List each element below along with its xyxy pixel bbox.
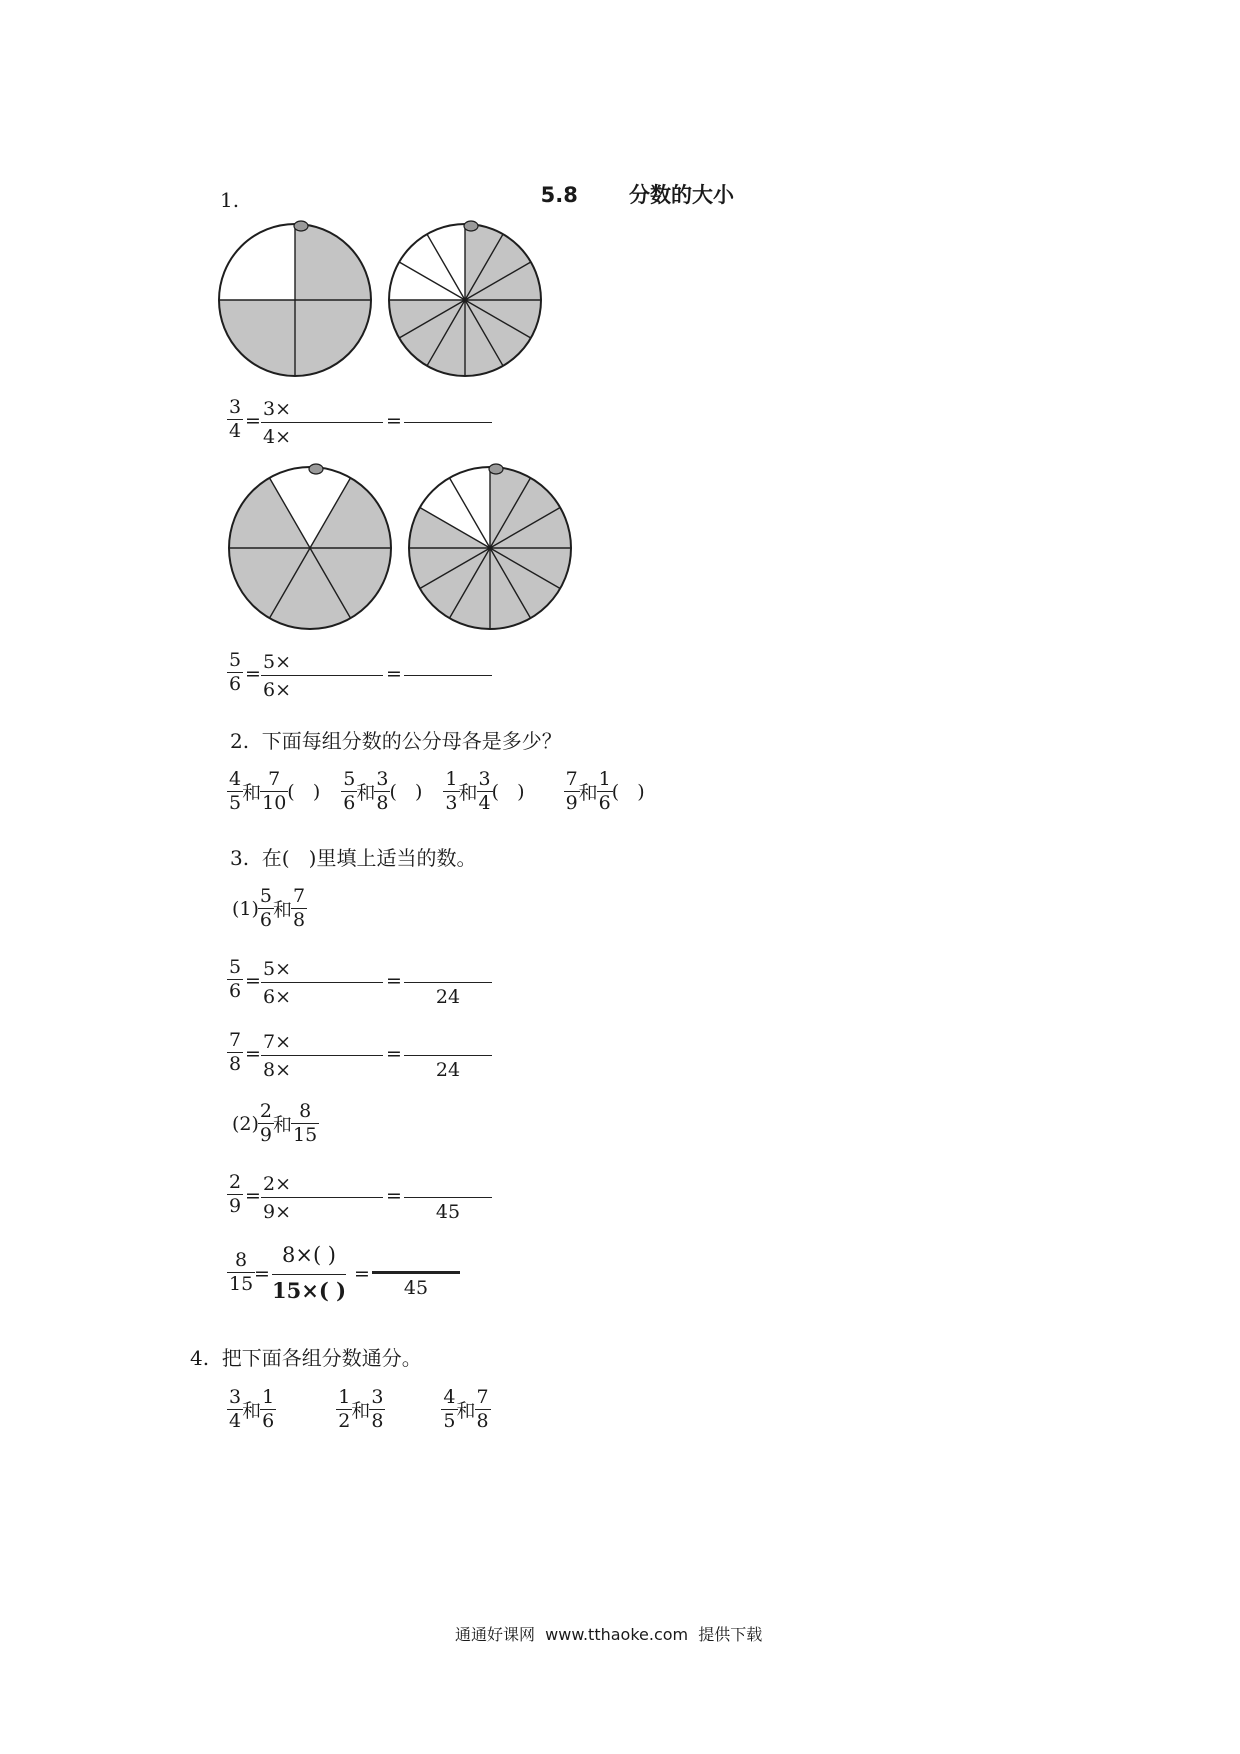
q2-fraction-groups — [228, 770, 645, 813]
q3-part-1: (1) $\frac{5}{6}$ 和 $\frac{7}{8}$ — [232, 885, 306, 931]
fraction: $\frac{4}{5}$ — [229, 768, 242, 814]
apple-stem-icon — [489, 464, 503, 474]
fraction: $\frac{5}{6}$ — [343, 768, 356, 814]
apple-stem-icon — [309, 464, 323, 474]
q3-part-2: (2) $\frac{2}{9}$ 和 $\frac{8}{15}$ — [232, 1100, 318, 1146]
fraction: $\frac{4}{5}$ — [443, 1386, 456, 1432]
fraction: $\frac{1}{2}$ — [338, 1386, 351, 1432]
question-4-label: 4. 把下面各组分数通分。 — [190, 1346, 422, 1370]
fraction-pair: $\frac{4}{5}$ 和 $\frac{7}{8}$ — [443, 1386, 489, 1432]
question-1-label: 1. — [220, 188, 240, 212]
q3-equation-1: $\frac{5}{6}$ = 5× 6× = 24 — [228, 958, 528, 1014]
answer-blank[interactable]: ( ) — [389, 780, 423, 803]
fraction: $\frac{3}{8}$ — [376, 768, 389, 814]
fraction: $\frac{3}{8}$ — [371, 1386, 384, 1432]
answer-blank[interactable]: ( ) — [287, 780, 321, 803]
fraction: $\frac{1}{3}$ — [445, 768, 458, 814]
question-2-label: 2. 下面每组分数的公分母各是多少？ — [230, 729, 562, 753]
q1-equation-2: $\frac{5}{6}$ = 5× 6× = — [228, 651, 528, 707]
q3-equation-4: $\frac{8}{15}$ = 8×( ) 15×( ) = 45 — [228, 1243, 528, 1313]
footer-source: 通通好课网 www.tthaoke.com 提供下载 — [455, 1625, 763, 1644]
title-number: 5.8 — [540, 183, 578, 207]
apple-stem-icon — [464, 221, 478, 231]
q3-equation-2: $\frac{7}{8}$ = 7× 8× = 24 — [228, 1031, 528, 1087]
q4-fraction-groups — [228, 1388, 490, 1431]
shaded-sector — [295, 224, 371, 300]
fraction-pair: $\frac{4}{5}$ 和 $\frac{7}{10}$ ( ) — [229, 768, 321, 814]
fraction: $\frac{1}{6}$ — [262, 1386, 275, 1432]
fraction: $\frac{7}{8}$ — [476, 1386, 489, 1432]
fraction-pair: $\frac{5}{6}$ 和 $\frac{3}{8}$ ( ) — [343, 768, 423, 814]
fraction-pair: $\frac{1}{2}$ 和 $\frac{3}{8}$ — [338, 1386, 384, 1432]
apple-stem-icon — [294, 221, 308, 231]
fraction: $\frac{3}{4}$ — [229, 1386, 242, 1432]
shaded-sector — [219, 300, 295, 376]
fraction-pair: $\frac{3}{4}$ 和 $\frac{1}{6}$ — [229, 1386, 275, 1432]
fraction: $\frac{7}{10}$ — [262, 768, 287, 814]
page-title — [526, 155, 734, 209]
fraction: $\frac{3}{4}$ — [478, 768, 491, 814]
answer-blank[interactable]: ( ) — [491, 780, 525, 803]
circle-diagram-quarters — [215, 220, 375, 380]
circle-diagram-twelfths-b — [405, 463, 575, 633]
circle-diagram-sixths — [225, 463, 395, 633]
shaded-sector — [295, 300, 371, 376]
q3-equation-3: $\frac{2}{9}$ = 2× 9× = 45 — [228, 1173, 528, 1229]
circle-diagram-twelfths-a — [385, 220, 545, 380]
q1-equation-1: $\frac{3}{4}$ = 3× 4× = — [228, 398, 528, 454]
fraction: $\frac{5}{6}$ — [229, 649, 242, 695]
fraction: $\frac{1}{6}$ — [598, 768, 611, 814]
fraction: $\frac{3}{4}$ — [229, 396, 242, 442]
title-text: 分数的大小 — [629, 183, 735, 207]
fraction: $\frac{7}{9}$ — [565, 768, 578, 814]
fraction-pair: $\frac{7}{9}$ 和 $\frac{1}{6}$ ( ) — [565, 768, 645, 814]
fraction-pair: $\frac{1}{3}$ 和 $\frac{3}{4}$ ( ) — [445, 768, 525, 814]
answer-blank[interactable]: ( ) — [611, 780, 645, 803]
question-3-label: 3. 在( )里填上适当的数。 — [230, 846, 477, 870]
